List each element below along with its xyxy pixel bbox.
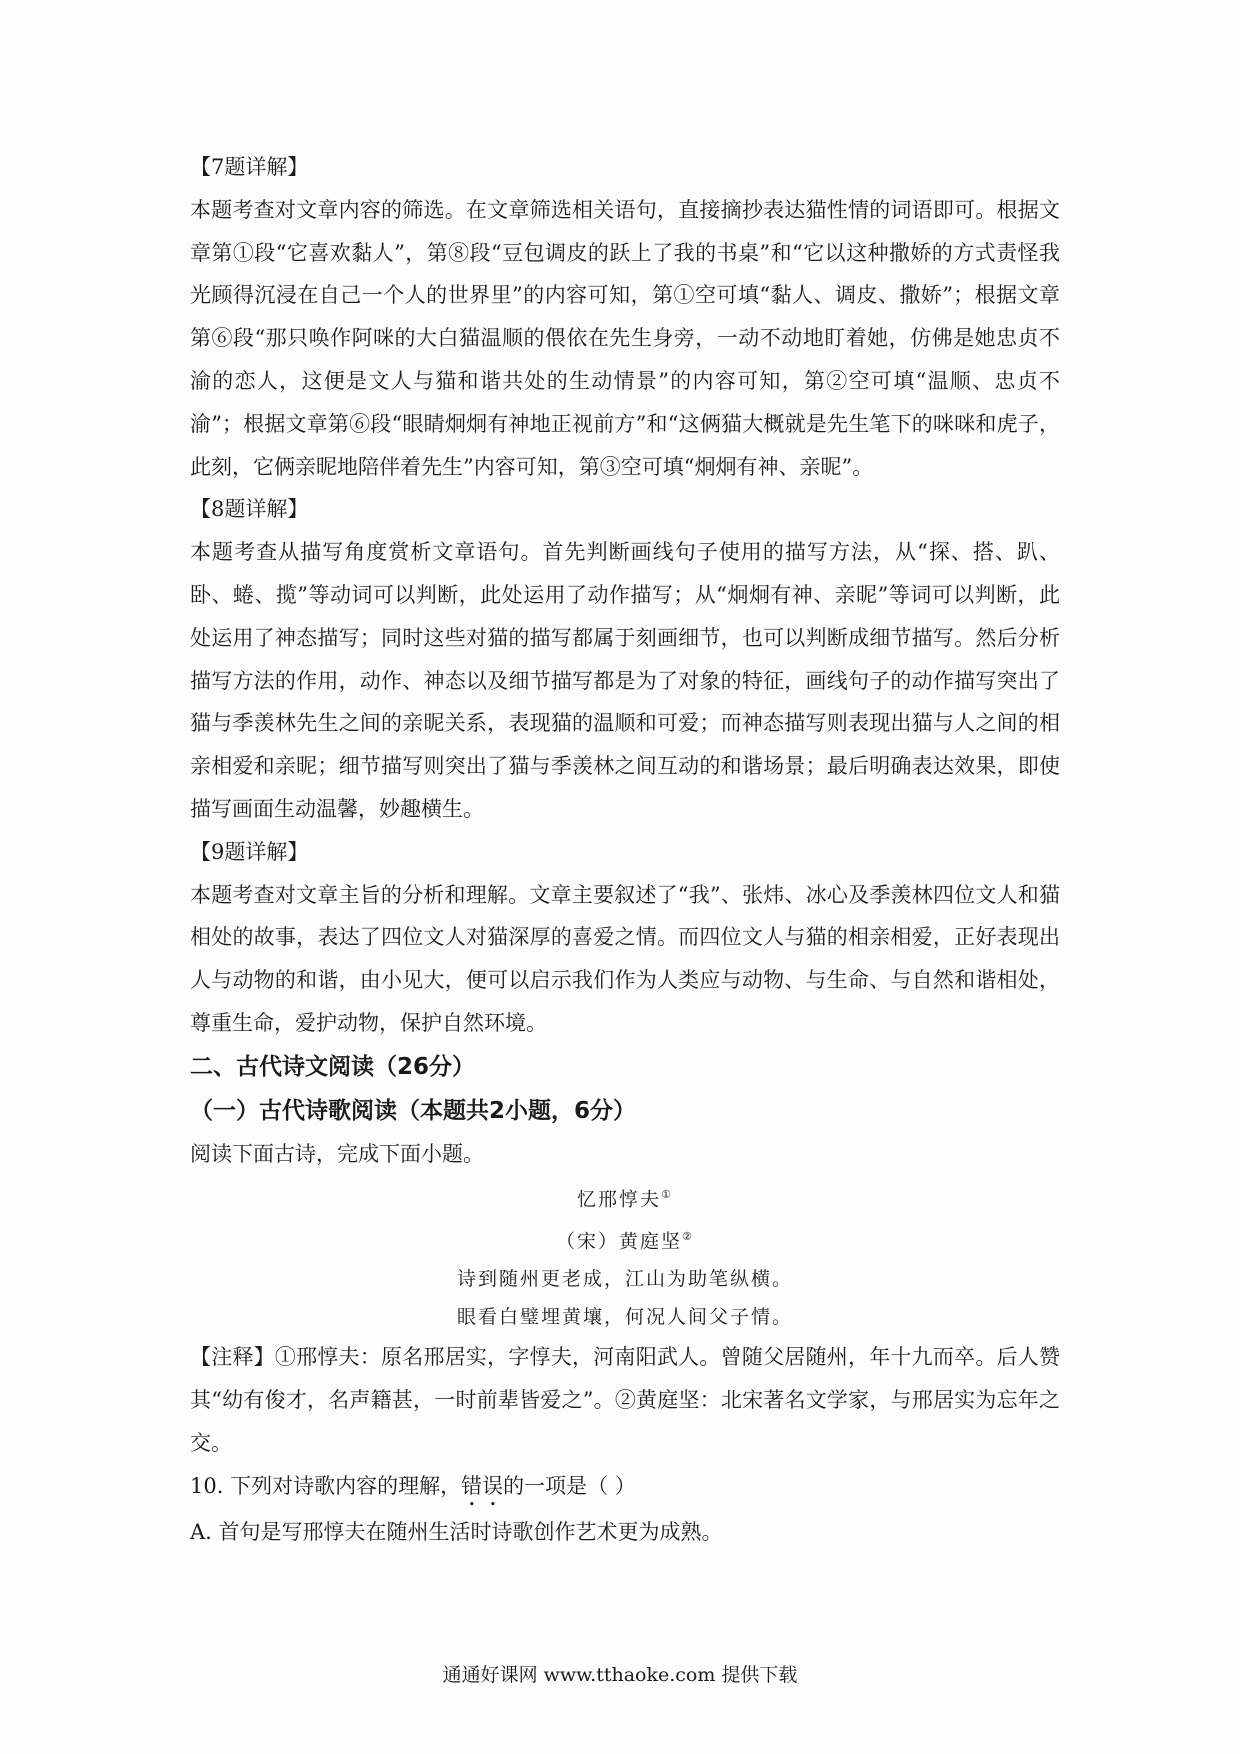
q8-heading: 【8题详解】: [190, 497, 309, 522]
poem-title-note-mark: ①: [661, 1187, 673, 1201]
poem-author-text: （宋）黄庭坚: [556, 1230, 683, 1253]
page-footer: 通通好课网 www.tthaoke.com 提供下载: [442, 1664, 798, 1686]
q7-heading: 【7题详解】: [190, 155, 309, 179]
q8-explanation: 本题考查从描写角度赏析文章语句。首先判断画线句子使用的描写方法，从“探、搭、趴、卧、蜷、揽”等动词可以判断，此处运用了动作描写；从“炯炯有神、亲昵”等词可以判断，此处运用了神态描写；同时这些对猫的描写都属于刻画细节，也可以判断成细节描写。然后分析描写方法的作用，动作、神态以及细节描写都是为了对象的特征，画线句子的动作描写突出了猫与季羡林先生之间的亲昵关系，表现猫的温顺和可爱；而神态描写则表现出猫与人之间的相亲相爱和亲昵；细节描写则突出了猫与季羡林之间互动的和谐场景；最后明确表达效果，即使描写画面生动温馨，妙趣横生。: [190, 540, 1060, 821]
poem-line-2: 眼看白璧埋黄壤，何况人间父子情。: [456, 1306, 793, 1329]
q9-explanation: 本题考查对文章主旨的分析和理解。文章主要叙述了“我”、张炜、冰心及季羡林四位文人和猫相处的故事，表达了四位文人对猫深厚的喜爱之情。而四位文人与猫的相亲相爱，正好表现出人与动物的和谐，由小见大，便可以启示我们作为人类应与动物、与生命、与自然和谐相处，尊重生命，爱护动物，保护自然环境。: [190, 882, 1060, 1035]
q7-explanation: 本题考查对文章内容的筛选。在文章筛选相关语句，直接摘抄表达猫性情的词语即可。根据文章第①段“它喜欢黏人”，第⑧段“豆包调皮的跃上了我的书桌”和“它以这种撒娇的方式责怪我光顾得沉浸在自己一个人的世界里”的内容可知，第①空可填“黏人、调皮、撒娇”；根据文章第⑥段“那只唤作阿咪的大白猫温顺的偎依在先生身旁，一动不动地盯着她，仿佛是她忠贞不渝的恋人，这便是文人与猫和谐共处的生动情景”的内容可知，第②空可填“温顺、忠贞不渝”；根据文章第⑥段“眼睛炯炯有神地正视前方”和“这俩猫大概就是先生笔下的咪咪和虎子，此刻，它俩亲昵地陪伴着先生”内容可知，第③空可填“炯炯有神、亲昵”。: [190, 197, 1060, 479]
question-10-option-a: A. 首句是写邢惇夫在随州生活时诗歌创作艺术更为成熟。: [190, 1519, 723, 1544]
section-title: 二、古代诗文阅读（26分）: [190, 1053, 476, 1080]
poem-title-text: 忆邢惇夫: [577, 1187, 662, 1210]
q10-stem-emphasis: 错误: [461, 1473, 504, 1498]
q10-stem-suffix: 的一项是（ ）: [503, 1473, 636, 1498]
q9-heading: 【9题详解】: [190, 839, 309, 864]
document-page: [190, 146, 1060, 1553]
poem-annotations: 【注释】①邢惇夫：原名邢居实，字惇夫，河南阳武人。曾随父居随州，年十九而卒。后人赞其“幼有俊才，名声籍甚，一时前辈皆爱之”。②黄庭坚：北宋著名文学家，与邢居实为忘年之交。: [190, 1345, 1060, 1455]
question-10-stem: [190, 1465, 1060, 1511]
reading-instruction: 阅读下面古诗，完成下面小题。: [190, 1141, 484, 1166]
poem-author-note-mark: ②: [682, 1229, 694, 1243]
poem-author: [190, 1218, 1060, 1260]
poem-title: [190, 1176, 1060, 1218]
subsection-title: （一）古代诗歌阅读（本题共2小题，6分）: [190, 1097, 637, 1124]
poem-line-1: 诗到随州更老成，江山为助笔纵横。: [456, 1268, 793, 1291]
q10-stem-prefix: 10. 下列对诗歌内容的理解，: [190, 1473, 462, 1498]
